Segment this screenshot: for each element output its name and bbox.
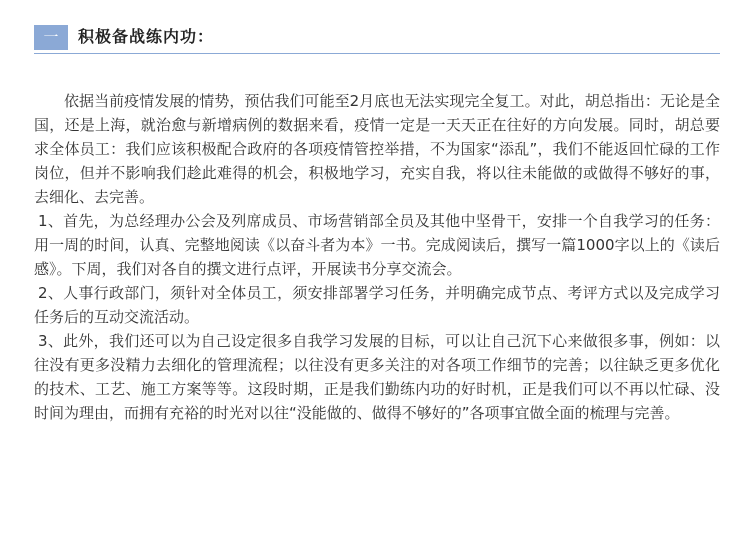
list-item-3: 3、此外，我们还可以为自己设定很多自我学习发展的目标，可以让自己沉下心来做很多事，例如：以往没有更多没精力去细化的管理流程；以往没有更多关注的对各项工作细节的完善；以往缺乏更多优化的技术、工艺、施工方案等等。这段时期，正是我们勤练内功的好时机，正是我们可以不再以忙碌、没时间为理由，而拥有充裕的时光对以往“没能做的、做得不够好的”各项事宜做全面的梳理与完善。 [34, 332, 720, 422]
list-item-1: 1、首先，为总经理办公会及列席成员、市场营销部全员及其他中坚骨干，安排一个自我学习的任务：用一周的时间，认真、完整地阅读《以奋斗者为本》一书。完成阅读后，撰写一篇1000字以上的《读后感》。下周，我们对各自的撰文进行点评，开展读书分享交流会。 [34, 212, 720, 278]
article-body [34, 89, 720, 425]
section-title: 积极备战练内功： [78, 27, 215, 46]
section-header [34, 22, 720, 54]
intro-paragraph: 依据当前疫情发展的情势，预估我们可能至2月底也无法实现完全复工。对此，胡总指出：无论是全国，还是上海，就治愈与新增病例的数据来看，疫情一定是一天天正在往好的方向发展。同时，胡总要求全体员工：我们应该积极配合政府的各项疫情管控举措，不为国家“添乱”，我们不能返回忙碌的工作岗位，但并不影响我们趁此难得的机会，积极地学习，充实自我，将以往未能做的或做得不够好的事，去细化、去完善。 [34, 92, 720, 206]
list-item-2: 2、人事行政部门，须针对全体员工，须安排部署学习任务，并明确完成节点、考评方式以及完成学习任务后的互动交流活动。 [34, 284, 720, 326]
section-underline [34, 53, 720, 54]
section-number-badge: 一 [34, 25, 68, 50]
